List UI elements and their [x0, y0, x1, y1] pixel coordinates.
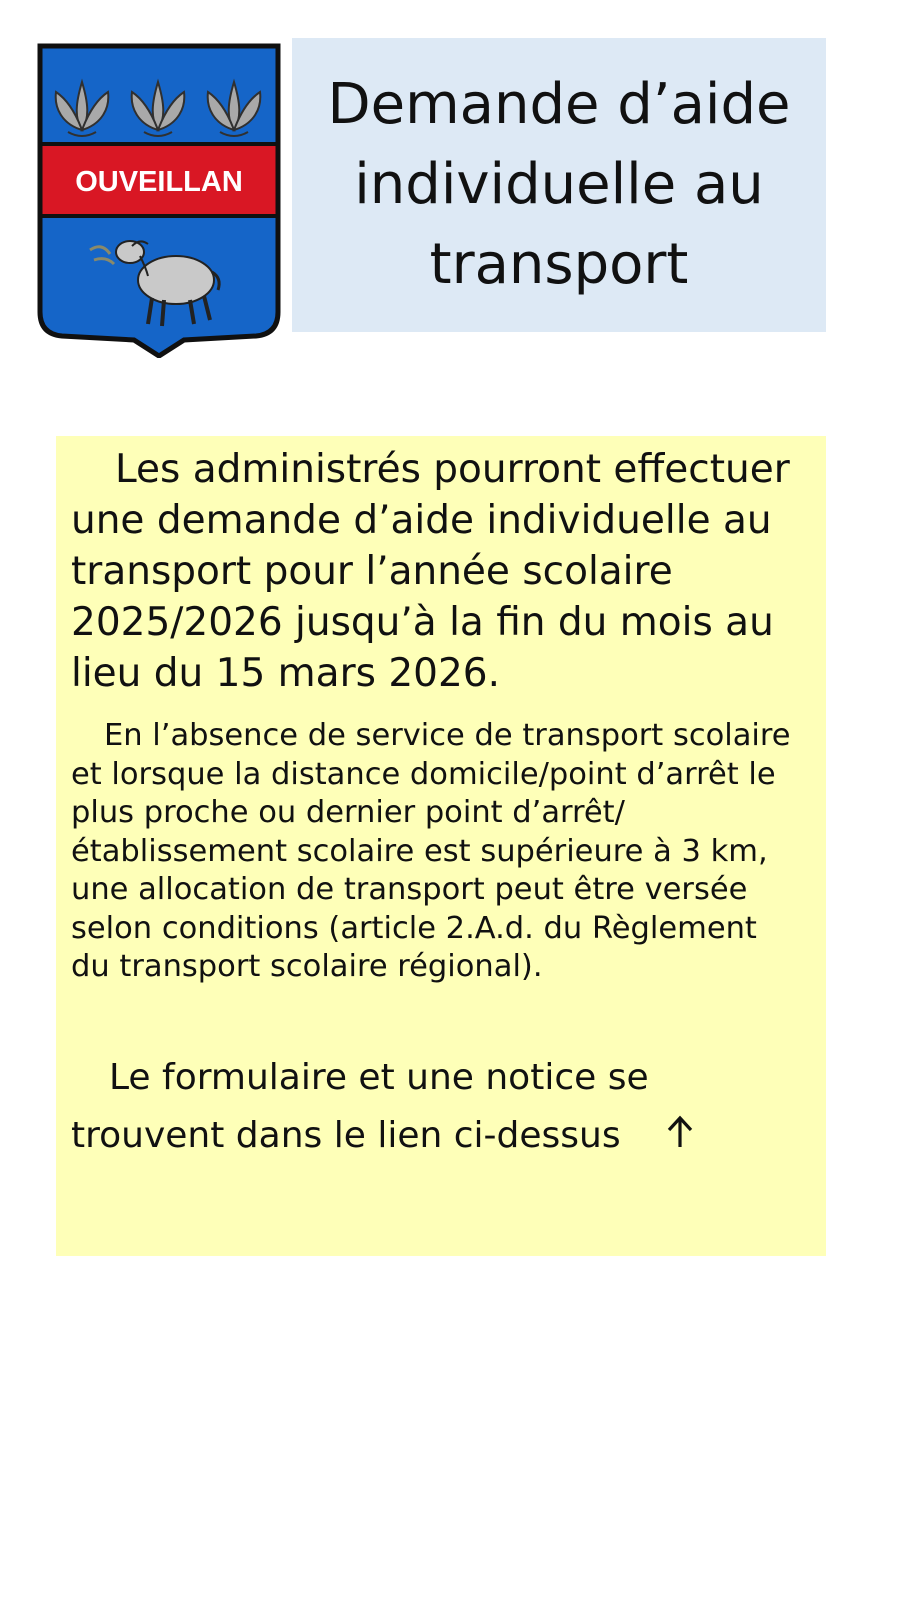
page-title — [299, 65, 819, 305]
ouveillan-crest — [36, 42, 282, 358]
title-line-3: transport — [429, 232, 689, 297]
title-line-1: Demande d’aide — [327, 72, 791, 137]
notice-panel — [56, 436, 826, 1256]
deadline-paragraph: Les administrés pourront effectuer une demande d’aide individuelle au transport pour l’année scolaire 2025/2026 jusqu’à la fin du mois au lieu du 15 mars 2026. — [71, 447, 790, 696]
form-link-text: Le formulaire et une notice se trouvent dans le lien ci-dessus — [71, 1056, 649, 1156]
arrow-up-icon — [627, 1109, 657, 1143]
form-link-paragraph — [71, 1049, 793, 1165]
crest-banner-text: OUVEILLAN — [75, 166, 243, 198]
conditions-paragraph: En l’absence de service de transport scolaire et lorsque la distance domicile/point d’arrêt le plus proche ou dernier point d’arrêt/établissement scolaire est supérieure à 3 km, une allocation de transport peut être versée selon conditions (article 2.A.d. du Règlement du transport scolaire régional). — [71, 718, 791, 984]
title-panel — [292, 38, 826, 332]
title-line-2: individuelle au — [354, 152, 764, 217]
crest-graphic — [36, 42, 282, 358]
